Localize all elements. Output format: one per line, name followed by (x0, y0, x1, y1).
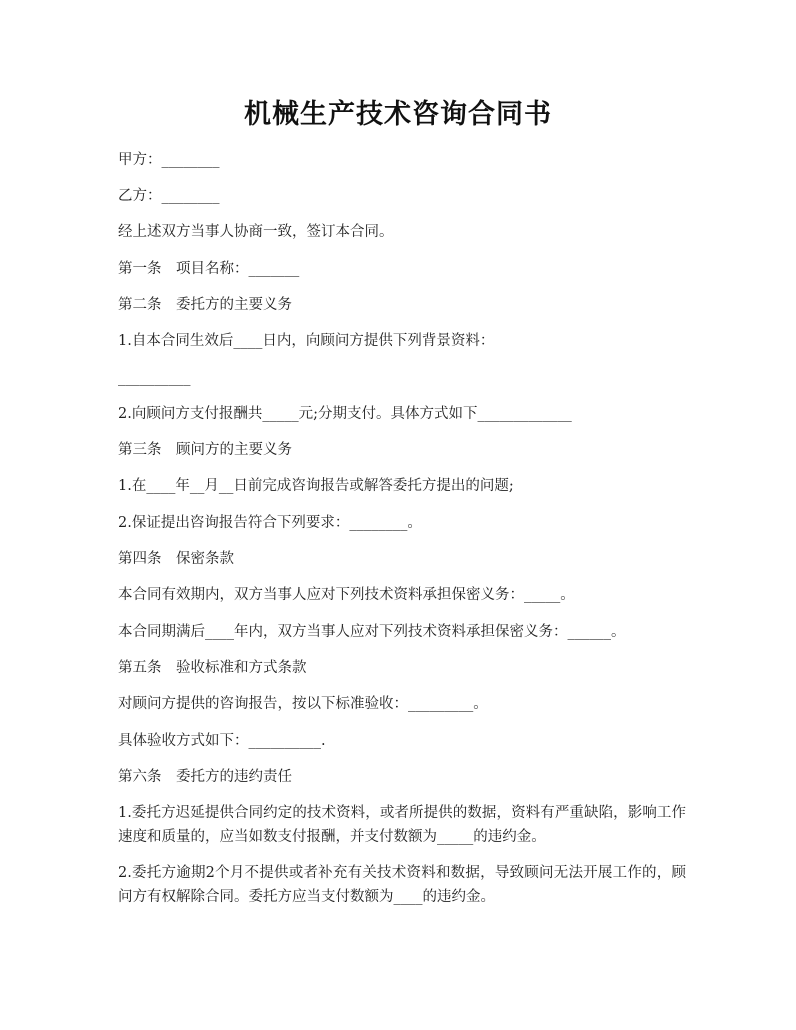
article-5-clause-1: 对顾问方提供的咨询报告，按以下标准验收：_________。 (118, 696, 488, 712)
article-5-heading: 第五条 验收标准和方式条款 (118, 660, 307, 676)
article-2-clause-1: 1.自本合同生效后____日内，向顾问方提供下列背景资料： (118, 333, 495, 349)
article-3-clause-1: 1.在____年__月__日前完成咨询报告或解答委托方提出的问题; (118, 478, 514, 494)
article-2-clause-1-blank: __________ (118, 370, 191, 386)
article-5-clause-2: 具体验收方式如下：__________. (118, 733, 326, 749)
party-b-line: 乙方：________ (118, 188, 220, 204)
article-4-clause-1: 本合同有效期内，双方当事人应对下列技术资料承担保密义务：_____。 (118, 587, 575, 603)
article-6-clause-2: 2.委托方逾期2个月不提供或者补充有关技术资料和数据，导致顾问无法开展工作的，顾问方有权解除合同。委托方应当支付数额为____的违约金。 (118, 865, 686, 905)
article-2-clause-2: 2.向顾问方支付报酬共_____元;分期支付。具体方式如下_____________ (118, 406, 572, 422)
article-3-clause-2: 2.保证提出咨询报告符合下列要求：________。 (118, 515, 422, 531)
document-title: 机械生产技术咨询合同书 (244, 99, 552, 130)
article-4-heading: 第四条 保密条款 (118, 551, 234, 567)
article-1-heading: 第一条 项目名称：_______ (118, 261, 300, 277)
article-2-heading: 第二条 委托方的主要义务 (118, 297, 292, 313)
article-3-heading: 第三条 顾问方的主要义务 (118, 442, 292, 458)
party-a-line: 甲方：________ (118, 152, 220, 168)
agreement-intro: 经上述双方当事人协商一致，签订本合同。 (118, 224, 394, 240)
article-6-heading: 第六条 委托方的违约责任 (118, 769, 292, 785)
article-6-clause-1: 1.委托方迟延提供合同约定的技术资料，或者所提供的数据，资料有严重缺陷，影响工作速度和质量的，应当如数支付报酬，并支付数额为_____的违约金。 (118, 805, 686, 845)
article-4-clause-2: 本合同期满后____年内，双方当事人应对下列技术资料承担保密义务：______。 (118, 624, 626, 640)
